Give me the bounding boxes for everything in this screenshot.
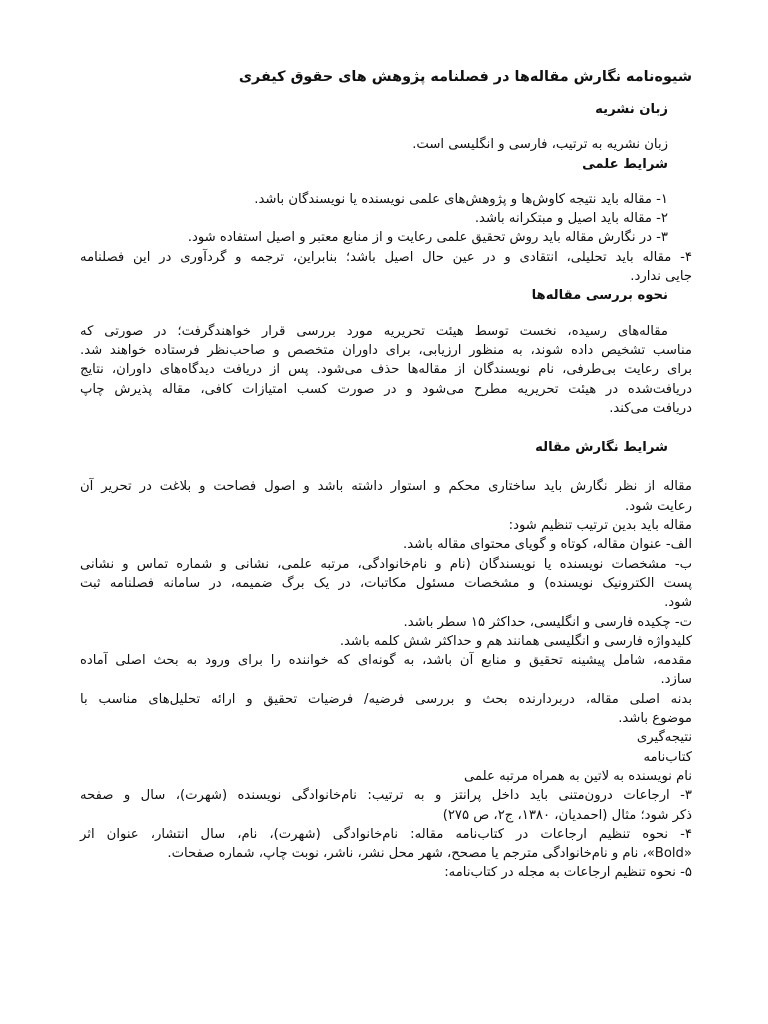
paragraph-line: بدنه اصلی مقاله، دربردارنده بحث و بررسی فرضیه/ فرضیات تحقیق و ارائه تحلیل‌های مناسب با [80, 691, 692, 707]
paragraph-line: نتیجه‌گیری [636, 730, 692, 746]
paragraph-line: مقدمه، شامل پیشینه تحقیق و منابع آن باشد، به گونه‌ای که خواننده را برای ورود به بحث اصلی آماده [80, 653, 692, 669]
list-item: ۴- مقاله باید تحلیلی، انتقادی و در عین حال اصیل باشد؛ بنابراین، ترجمه و گردآوری در این فصلنامه [80, 249, 692, 265]
paragraph-line: الف- عنوان مقاله، کوتاه و گویای محتوای مقاله باشد. [403, 537, 692, 553]
paragraph-line: دریافت می‌کند. [609, 400, 692, 416]
list-item: ۳- در نگارش مقاله باید روش تحقیق علمی رعایت و از منابع معتبر و اصیل استفاده شود. [187, 230, 668, 246]
paragraph-line: رعایت شود. [625, 498, 692, 514]
paragraph-line: ت- چکیده فارسی و انگلیسی، حداکثر ۱۵ سطر باشد. [403, 614, 692, 630]
paragraph-line: ۳- ارجاعات درون‌متنی باید داخل پرانتز و به ترتیب: نام‌خانوادگی نویسنده (شهرت)، سال و صفحه [80, 788, 692, 804]
section-heading-review-process: نحوه بررسی مقاله‌ها [531, 288, 668, 304]
paragraph-line: ۵- نحوه تنظیم ارجاعات به مجله در کتاب‌نامه: [444, 865, 692, 881]
paragraph-line: پست الکترونیک نویسنده) و مشخصات مسئول مکاتبات، در یک برگ ضمیمه، در سامانه فصلنامه ثبت [80, 575, 692, 591]
page-title: شیوه‌نامه نگارش مقاله‌ها در فصلنامه پژوهش های حقوق کیفری [238, 69, 692, 85]
scientific-conditions-list [80, 190, 692, 286]
paragraph-line: «Bold»، نام و نام‌خانوادگی مترجم یا مصحح، شهر محل نشر، ناشر، نوبت چاپ، شماره صفحات. [167, 846, 692, 862]
paragraph-line: سازد. [660, 672, 692, 688]
paragraph-line: ۴- نحوه تنظیم ارجاعات در کتاب‌نامه مقاله: نام‌خانوادگی (شهرت)، نام، سال انتشار، عنوان اثر [80, 826, 692, 842]
list-item-continuation: جایی ندارد. [630, 269, 692, 285]
paragraph-line: ب- مشخصات نویسنده یا نویسندگان (نام و نام‌خانوادگی، مرتبه علمی، نشانی و شماره تماس و نشانی [80, 556, 692, 572]
writing-conditions-body [80, 477, 692, 882]
list-item: ۲- مقاله باید اصیل و مبتکرانه باشد. [474, 211, 668, 227]
section-heading-writing-conditions: شرایط نگارش مقاله [535, 440, 668, 456]
paragraph-line: موضوع باشد. [618, 711, 692, 727]
section-heading-scientific-conditions: شرایط علمی [582, 156, 668, 172]
paragraph-line: کتاب‌نامه [643, 749, 692, 765]
paragraph-line: نام نویسنده به لاتین به همراه مرتبه علمی [464, 768, 692, 784]
review-process-paragraph [80, 322, 692, 418]
paragraph-line: برای رعایت بی‌طرفی، نام نویسندگان از مقاله‌ها حذف می‌شود. پس از دریافت دیدگاه‌های داوران، نتایج [80, 362, 692, 378]
paragraph-line: مقاله از نظر نگارش باید ساختاری محکم و استوار داشته باشد و اصول فصاحت و بلاغت در تحریر آن [80, 479, 692, 495]
list-item: ۱- مقاله باید نتیجه کاوش‌ها و پژوهش‌های علمی نویسنده یا نویسندگان باشد. [254, 191, 668, 207]
paragraph-line: مقاله باید بدین ترتیب تنظیم شود: [508, 518, 692, 534]
section-heading-journal-language: زبان نشریه [595, 102, 668, 117]
journal-language-text: زبان نشریه به ترتیب، فارسی و انگلیسی است. [412, 137, 668, 153]
paragraph-line: شود. [664, 595, 692, 611]
paragraph-line: ذکر شود؛ مثال (احمدیان، ۱۳۸۰، ج۲، ص ۲۷۵) [442, 807, 692, 823]
paragraph-line: مناسب تشخیص داده شوند، به منظور ارزیابی، برای داوران متخصص و صاحب‌نظر فرستاده خواهند شد. [80, 342, 692, 358]
paragraph-line: دریافت‌شده در هیئت تحریریه مطرح می‌شود و در صورت کسب امتیازات کافی، مقاله پذیرش چاپ [80, 381, 692, 397]
paragraph-line: مقاله‌های رسیده، نخست توسط هیئت تحریریه مورد بررسی قرار خواهندگرفت؛ در صورتی که [80, 323, 668, 339]
paragraph-line: کلیدواژه فارسی و انگلیسی همانند هم و حداکثر شش کلمه باشد. [339, 633, 692, 649]
